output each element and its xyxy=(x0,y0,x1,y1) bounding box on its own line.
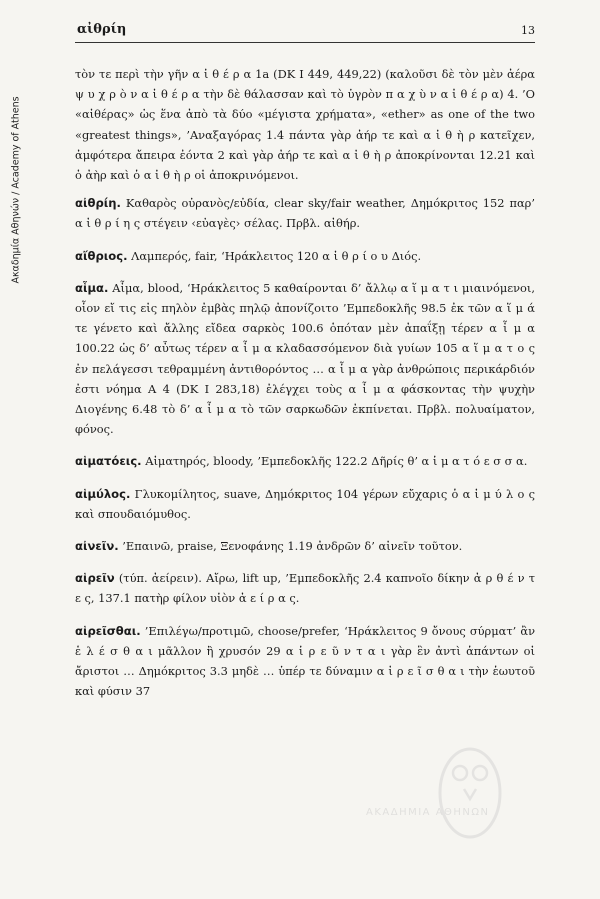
entry-body: Αἷμα, blood, ‘Ηράκλειτος 5 καθαίρονται δ’ ἄλλῳ α ἵ μ α τ ι μιαινόμενοι, οἷον εἴ τις εἰς πηλὸν ἐμβὰς πηλῷ ἀπονίζοιτο ’Εμπεδοκλῆς 98.5 ἐκ τῶν α ἵ μ ά τε γένετο καὶ ἄλλης εἴδεα σαρκὸς 100.6 ὁπόταν μὲν ἀπαΐξῃ τέρεν α ἷ μ α 100.22 ὡς δ’ αὖτως τέρεν α ἷ μ α κλαδασσόμενον διὰ γυίων 105 α ἵ μ α τ ο ς ἐν πελάγεσσι τεθραμμένη ἀντιθορόντος … α ἷ μ α γὰρ ἀνθρώποις περικάρδιόν ἐστι νόημα A 4 (DK I 283,18) ἐλέγχει τοὺς α ἷ μ α φάσκοντας τὴν ψυχὴν Διογένης 6.48 τὸ δ’ α ἷ μ α τὸ τῶν σαρκωδῶν ἐκπίνεται. Πρβλ. πολυαίματον, φόνος. xyxy=(75,280,536,437)
entry-lemma: αἰθρίη. xyxy=(75,196,121,211)
entry-lemma: αἰνεῖν. xyxy=(75,539,119,554)
sidebar-credit-text: Ακαδημία Αθηνών / Academy of Athens xyxy=(10,96,22,284)
entry-haimylos xyxy=(75,484,535,524)
entry-body: Λαμπερός, fair, ‘Ηράκλειτος 120 α ἰ θ ρ ί ο υ Διός. xyxy=(131,248,422,263)
entry-body: ’Επιλέγω/προτιμῶ, choose/prefer, ‘Ηράκλειτος 9 ὄνους σύρματ’ ἂν ἑ λ έ σ θ α ι μᾶλλον ἢ χρυσόν 29 α ἱ ρ ε ῦ ν τ α ι γὰρ ἓν ἀντὶ ἁπάντων οἱ ἄριστοι … Δημόκριτος 3.3 μηδὲ … ὑπέρ τε δύναμιν α ἱ ρ ε ῖ σ θ α ι τὴν ἑωυτοῦ καὶ φύσιν 37 xyxy=(75,623,535,699)
entry-lemma: αἱρεῖν xyxy=(75,571,115,586)
entry-ainein xyxy=(75,536,535,556)
entry-lemma: αἷμα. xyxy=(75,280,109,295)
entry-haima xyxy=(75,278,535,440)
entry-lemma: αἱρεῖσθαι. xyxy=(75,623,141,638)
owl-emblem-icon xyxy=(352,741,592,851)
watermark-text: ΑΚΑΔΗΜΙΑ ΑΘΗΝΩΝ xyxy=(366,807,490,818)
entry-continuation xyxy=(75,64,535,185)
entry-lemma: αἱμύλος. xyxy=(75,486,131,501)
entry-lemma: αἱματόεις. xyxy=(75,454,142,469)
entry-aithrios xyxy=(75,246,535,266)
running-header xyxy=(75,20,535,43)
entry-body: Αἱματηρός, bloody, ’Εμπεδοκλῆς 122.2 Δῆρίς θ’ α ἱ μ α τ ό ε σ σ α. xyxy=(145,454,528,469)
entry-hairein xyxy=(75,568,535,608)
entry-lemma: αἴθριος. xyxy=(75,248,128,263)
entry-body: ’Επαινῶ, praise, Ξενοφάνης 1.19 ἀνδρῶν δ’ αἰνεῖν τοῦτον. xyxy=(122,539,463,554)
running-headword: αἰθρίη xyxy=(77,22,127,37)
dictionary-text xyxy=(75,64,535,713)
entry-haireisthai xyxy=(75,621,535,702)
page-number: 13 xyxy=(521,24,535,37)
entry-body: τὸν τε περὶ τὴν γῆν α ἰ θ έ ρ α 1a (DK I 449, 449,22) (καλοῦσι δὲ τὸν μὲν ἀέρα ψ υ χ ρ ὸ ν α ἰ θ έ ρ α τὴν δὲ θάλασσαν καὶ τὸ ὑγρὸν π α χ ὺ ν α ἰ θ έ ρ α) 4. ’Ο «αἰθέρας» ὡς ἕνα ἀπὸ τὰ δύο «μέγιστα χρήματα», «ether» as one of the two «greatest things», ’Αναξαγόρας 1.4 πάντα γὰρ ἀήρ τε καὶ α ἰ θ ὴ ρ κατεῖχεν, ἀμφότερα ἄπειρα ἐόντα 2 καὶ γὰρ ἀήρ τε καὶ α ἰ θ ὴ ρ ἀποκρίνονται 12.21 καὶ ὁ ἀὴρ καὶ ὁ α ἰ θ ὴ ρ οἱ ἀποκρινόμενοι. xyxy=(75,67,535,183)
academy-watermark xyxy=(352,741,592,851)
entry-body: Γλυκομίλητος, suave, Δημόκριτος 104 γέρων εὔχαρις ὁ α ἱ μ ύ λ ο ς καὶ σπουδαιόμυθος. xyxy=(75,486,535,521)
entry-body: Καθαρὸς οὐρανὸς/εὐδία, clear sky/fair weather, Δημόκριτος 152 παρ’ α ἰ θ ρ ί η ς στέγειν ‹εὐαγὲς› σέλας. Πρβλ. αἰθήρ. xyxy=(75,196,535,231)
entry-body: (τύπ. ἀείρειν). Αἴρω, lift up, ’Εμπεδοκλῆς 2.4 καπνοῖο δίκην ἀ ρ θ έ ν τ ε ς, 137.1 πατὴρ φίλον υἱὸν ἀ ε ί ρ α ς. xyxy=(75,571,535,606)
entry-aithrie xyxy=(75,193,535,233)
sidebar-credit xyxy=(8,40,24,340)
entry-haimatoeis xyxy=(75,451,535,471)
